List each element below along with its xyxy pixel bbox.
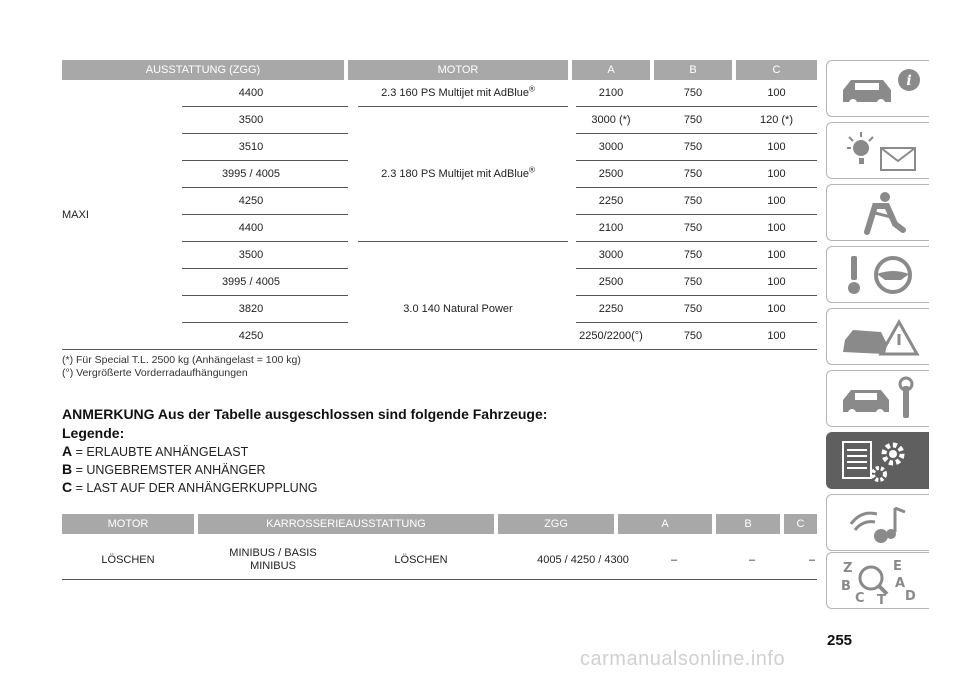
cell-c: 100 [767, 168, 786, 180]
cell-a: 2100 [598, 87, 624, 99]
cell-a: 3000 [598, 141, 624, 153]
header-motor: MOTOR [62, 514, 194, 534]
row-divider [62, 579, 817, 580]
page-number: 255 [827, 632, 853, 649]
alphabet-search-icon [837, 556, 927, 606]
cell-a: 3000 [598, 249, 624, 261]
cell-b: 750 [683, 303, 703, 315]
tab-index[interactable] [826, 552, 929, 609]
cell-a: – [670, 554, 678, 566]
table-body [62, 80, 817, 352]
footnote: (*) Für Special T.L. 2500 kg (Anhängelast = 100 kg) [62, 354, 301, 366]
footnote: (°) Vergrößerte Vorderradaufhängungen [62, 367, 248, 379]
cell-a: 2250/2200(°) [579, 330, 643, 342]
cell-karosserie: MINIBUS / BASIS MINIBUS [229, 547, 317, 572]
cell-c: 100 [767, 195, 786, 207]
cell-a: 2500 [598, 276, 624, 288]
cell-a: 2250 [598, 195, 624, 207]
cell-b: 750 [683, 330, 703, 342]
music-nav-icon [837, 498, 927, 548]
header-a: A [572, 60, 650, 80]
tab-car-info[interactable] [826, 60, 929, 117]
cell-zgg: 3500 [238, 249, 264, 261]
row-divider [358, 241, 568, 242]
cell-zgg: 3995 / 4005 [221, 276, 281, 288]
cell-c: 100 [767, 276, 786, 288]
cell-zgg: 3995 / 4005 [221, 168, 281, 180]
cell-karosserie-2: LÖSCHEN [394, 554, 448, 566]
legend-item-b: B = UNGEBREMSTER ANHÄNGER [62, 461, 266, 477]
cell-b: – [748, 554, 756, 566]
tab-start-drive[interactable] [826, 246, 929, 303]
tab-service[interactable] [826, 370, 929, 427]
index-letter: Z [843, 561, 853, 576]
note-title: ANMERKUNG Aus der Tabelle ausgeschlossen sind folgende Fahrzeuge: [62, 406, 548, 422]
cell-b: 750 [683, 195, 703, 207]
legend-item-a: A = ERLAUBTE ANHÄNGELAST [62, 443, 249, 459]
cell-zgg: 4005 / 4250 / 4300 [537, 554, 629, 566]
cell-zgg: 4400 [238, 222, 264, 234]
warning-lights-mail-icon [837, 126, 927, 176]
index-letter: C [855, 591, 865, 606]
seat-airbag-icon [837, 188, 927, 238]
data-gears-icon [837, 436, 927, 486]
cell-a: 2100 [598, 222, 624, 234]
technical-data-table [62, 60, 817, 352]
tab-technical-data[interactable] [826, 432, 929, 489]
header-zgg: ZGG [498, 514, 614, 534]
svg-text:i: i [906, 73, 912, 89]
cell-motor: LÖSCHEN [101, 554, 155, 566]
cell-zgg: 3500 [238, 114, 264, 126]
car-service-wrench-icon [837, 374, 927, 424]
legend-title: Legende: [62, 425, 125, 441]
index-letter: B [841, 579, 851, 594]
header-c: C [784, 514, 817, 534]
cell-c: 100 [767, 87, 786, 99]
group-label-maxi: MAXI [62, 209, 89, 221]
cell-c: 100 [767, 330, 786, 342]
legend-item-c: C = LAST AUF DER ANHÄNGERKUPPLUNG [62, 479, 318, 495]
index-letter: D [905, 589, 916, 604]
steering-key-icon [837, 250, 927, 300]
cell-a: 2250 [598, 303, 624, 315]
cell-zgg: 4400 [238, 87, 264, 99]
cell-b: 750 [683, 222, 703, 234]
header-b: B [716, 514, 780, 534]
watermark-text: carmanualsonline.info [580, 648, 786, 670]
cell-c: 100 [767, 222, 786, 234]
car-info-icon [837, 64, 927, 114]
tab-warning-lights[interactable] [826, 122, 929, 179]
cell-b: 750 [683, 168, 703, 180]
cell-c: 120 (*) [759, 114, 794, 126]
cell-zgg: 4250 [238, 195, 264, 207]
motor-cell: 2.3 180 PS Multijet mit AdBlue® [381, 165, 535, 180]
tab-multimedia[interactable] [826, 494, 929, 551]
cell-a: 2500 [598, 168, 624, 180]
cell-c: 100 [767, 303, 786, 315]
cell-c: 100 [767, 141, 786, 153]
cell-b: 750 [683, 249, 703, 261]
header-a: A [618, 514, 712, 534]
cell-zgg: 4250 [238, 330, 264, 342]
cell-c: – [808, 554, 816, 566]
header-motor: MOTOR [348, 60, 568, 80]
cell-b: 750 [683, 87, 703, 99]
index-letter: A [895, 576, 906, 591]
motor-cell: 3.0 140 Natural Power [403, 303, 513, 315]
cell-a: 3000 (*) [591, 114, 631, 126]
index-letter: E [893, 559, 902, 574]
cell-c: 100 [767, 249, 786, 261]
cell-b: 750 [683, 141, 703, 153]
index-letter: T [877, 593, 886, 606]
car-emergency-icon [837, 312, 927, 362]
table-header [62, 60, 817, 80]
tab-emergency[interactable] [826, 308, 929, 365]
header-b: B [654, 60, 732, 80]
header-ausstattung: AUSSTATTUNG (ZGG) [62, 60, 344, 80]
cell-b: 750 [683, 276, 703, 288]
cell-b: 750 [683, 114, 703, 126]
header-karosserie: KARROSSERIEAUSSTATTUNG [198, 514, 494, 534]
row-divider [358, 106, 568, 107]
motor-cell: 2.3 160 PS Multijet mit AdBlue® [381, 84, 535, 99]
tab-safety[interactable] [826, 184, 929, 241]
cell-zgg: 3820 [238, 303, 264, 315]
header-c: C [736, 60, 817, 80]
cell-zgg: 3510 [238, 141, 264, 153]
row-divider [62, 349, 817, 350]
